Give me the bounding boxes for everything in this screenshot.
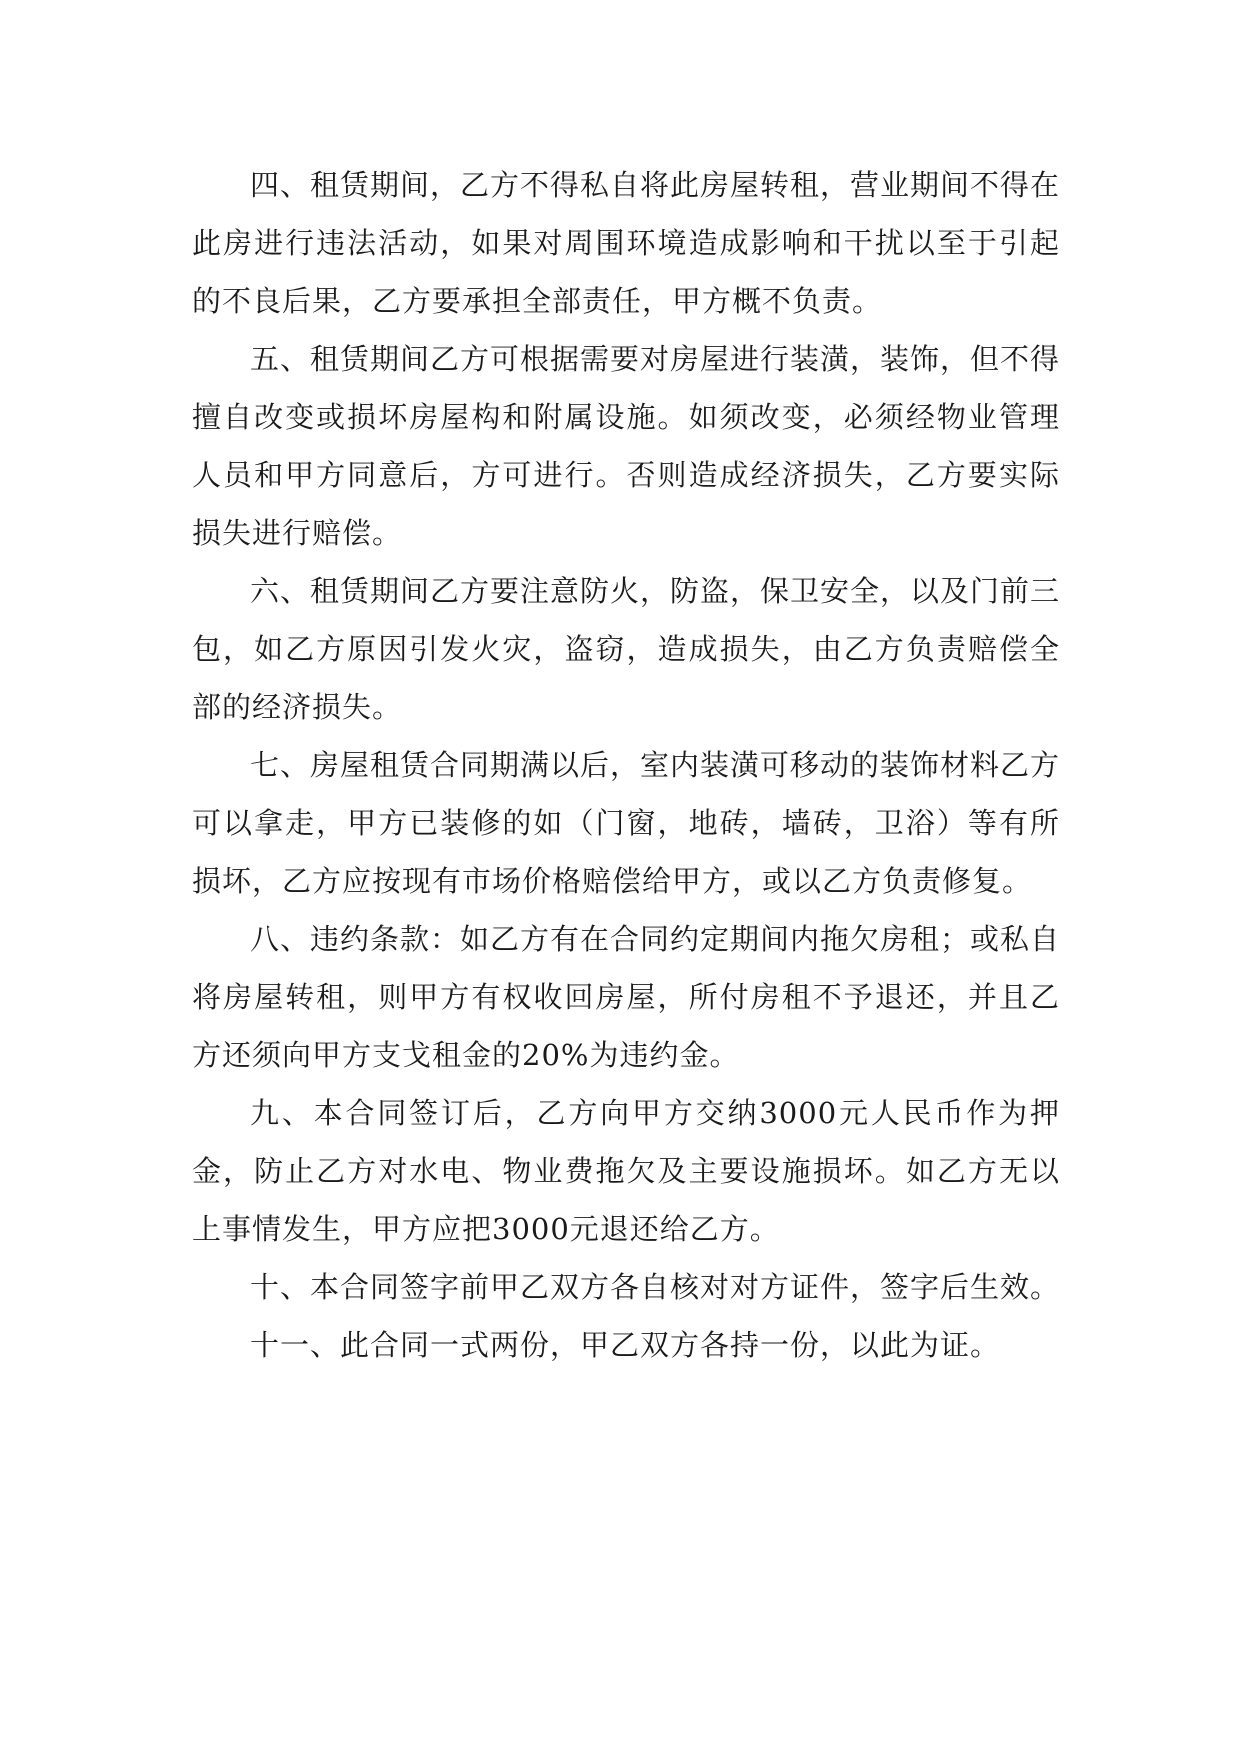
clause-8: 八、违约条款：如乙方有在合同约定期间内拖欠房租；或私自将房屋转租，则甲方有权收回房屋，所付房租不予退还，并且乙方还须向甲方支戈租金的20%为违约金。 — [192, 922, 1061, 1072]
clause-10: 十、本合同签字前甲乙双方各自核对对方证件，签字后生效。 — [250, 1270, 1061, 1304]
contract-body — [192, 156, 1060, 1374]
clause-4: 四、租赁期间，乙方不得私自将此房屋转租，营业期间不得在此房进行违法活动，如果对周围环境造成影响和干扰以至于引起的不良后果，乙方要承担全部责任，甲方概不负责。 — [192, 168, 1061, 318]
clause-7: 七、房屋租赁合同期满以后，室内装潢可移动的装饰材料乙方可以拿走，甲方已装修的如（门窗，地砖，墙砖，卫浴）等有所损坏，乙方应按现有市场价格赔偿给甲方，或以乙方负责修复。 — [192, 748, 1061, 898]
clause-5: 五、租赁期间乙方可根据需要对房屋进行装潢，装饰，但不得擅自改变或损坏房屋构和附属设施。如须改变，必须经物业管理人员和甲方同意后，方可进行。否则造成经济损失，乙方要实际损失进行赔偿。 — [192, 342, 1061, 550]
clause-6: 六、租赁期间乙方要注意防火，防盗，保卫安全，以及门前三包，如乙方原因引发火灾，盗窃，造成损失，由乙方负责赔偿全部的经济损失。 — [192, 574, 1061, 724]
clause-11: 十一、此合同一式两份，甲乙双方各持一份，以此为证。 — [250, 1328, 1001, 1362]
clause-9: 九、本合同签订后，乙方向甲方交纳3000元人民币作为押金，防止乙方对水电、物业费拖欠及主要设施损坏。如乙方无以上事情发生，甲方应把3000元退还给乙方。 — [192, 1096, 1060, 1246]
